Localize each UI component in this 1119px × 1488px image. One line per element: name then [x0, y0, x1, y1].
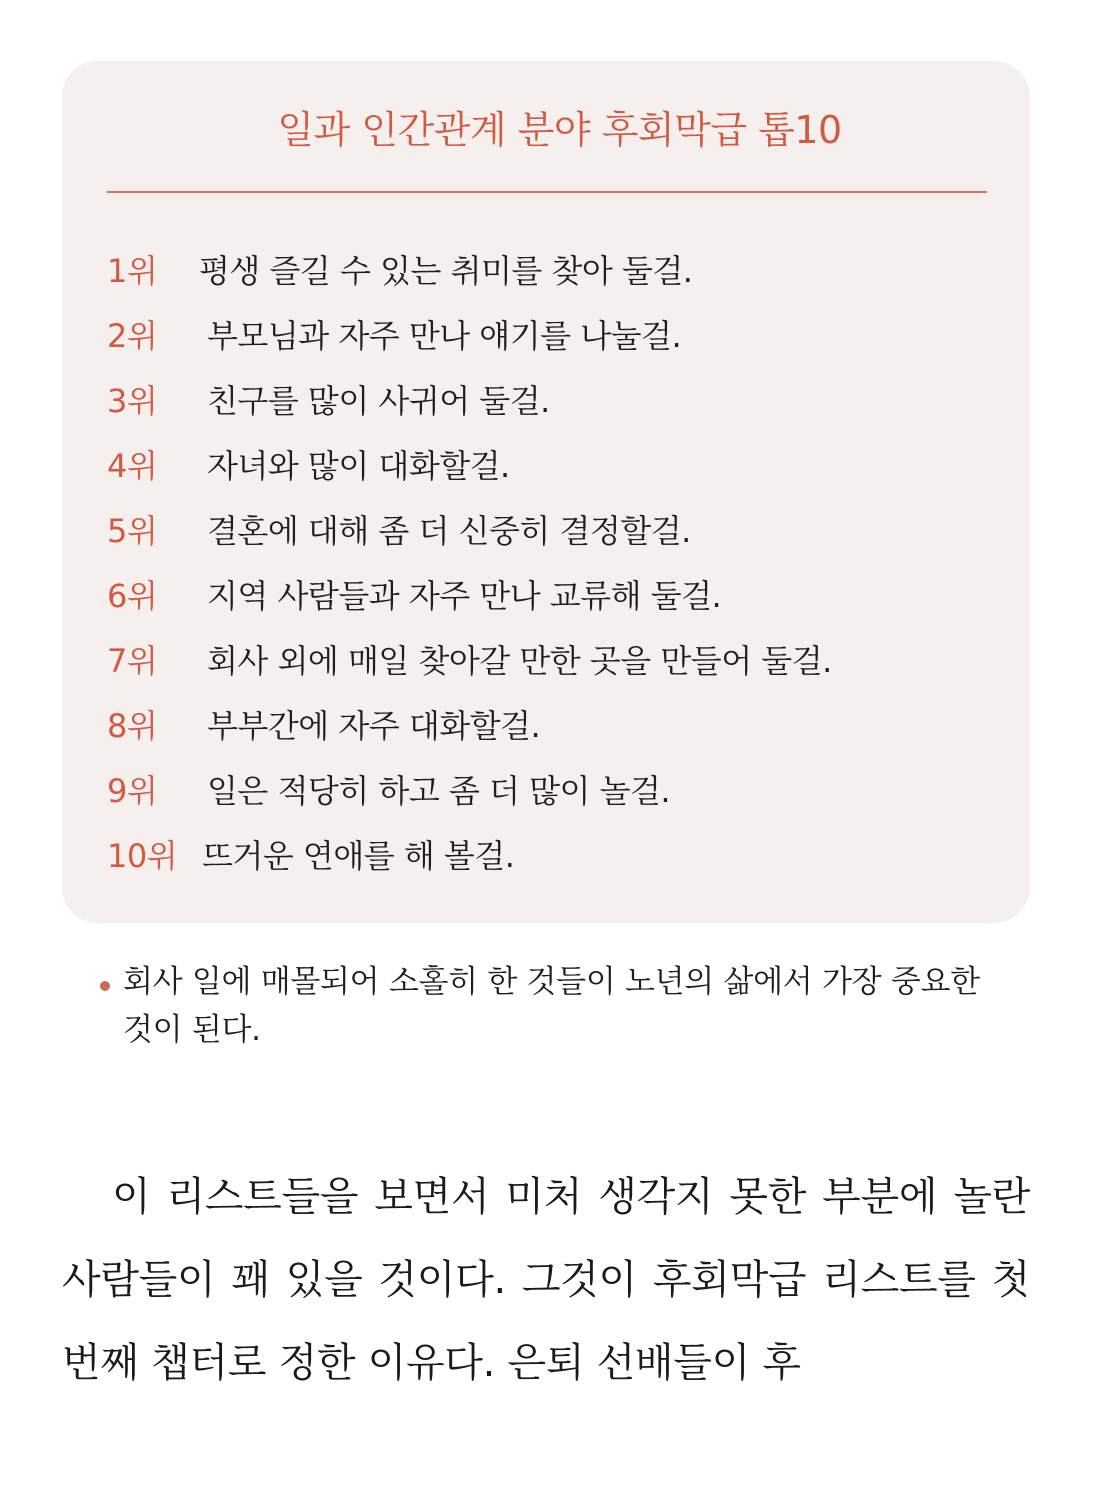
rank-text: 뜨거운 연애를 해 볼걸.: [202, 836, 515, 875]
rank-text: 자녀와 많이 대화할걸.: [207, 446, 510, 485]
title-divider: [107, 191, 987, 193]
list-item: [107, 821, 832, 886]
rank-list: [107, 236, 832, 886]
body-paragraph: 이 리스트들을 보면서 미처 생각지 못한 부분에 놀란 사람들이 꽤 있을 것이다. 그것이 후회막급 리스트를 첫 번째 챕터로 정한 이유다. 은퇴 선배들이 후: [62, 1174, 1030, 1386]
rank-label: 8위: [107, 706, 158, 745]
rank-text: 지역 사람들과 자주 만나 교류해 둘걸.: [207, 576, 722, 615]
rank-text: 부부간에 자주 대화할걸.: [207, 706, 541, 745]
list-item: [107, 626, 832, 691]
caption-text: 회사 일에 매몰되어 소홀히 한 것들이 노년의 삶에서 가장 중요한 것이 된다.: [123, 964, 980, 1048]
rank-label: 1위: [107, 251, 158, 290]
rank-text: 일은 적당히 하고 좀 더 많이 놀걸.: [207, 771, 671, 810]
list-item: [107, 301, 832, 366]
rank-label: 10위: [107, 836, 178, 875]
rank-text: 결혼에 대해 좀 더 신중히 결정할걸.: [207, 511, 691, 550]
list-item: [107, 496, 832, 561]
rank-text: 친구를 많이 사귀어 둘걸.: [207, 381, 550, 420]
rank-text: 평생 즐길 수 있는 취미를 찾아 둘걸.: [199, 251, 693, 290]
rank-label: 9위: [107, 771, 158, 810]
rank-label: 2위: [107, 316, 158, 355]
rank-text: 부모님과 자주 만나 얘기를 나눌걸.: [207, 316, 682, 355]
rank-label: 6위: [107, 576, 158, 615]
rank-text: 회사 외에 매일 찾아갈 만한 곳을 만들어 둘걸.: [207, 641, 832, 680]
card-title: 일과 인간관계 분야 후회막급 톱10: [277, 108, 842, 152]
rank-label: 4위: [107, 446, 158, 485]
rank-label: 3위: [107, 381, 158, 420]
rank-label: 5위: [107, 511, 158, 550]
bullet-dot-icon: [100, 981, 110, 991]
list-item: [107, 691, 832, 756]
list-item: [107, 236, 832, 301]
list-item: [107, 431, 832, 496]
list-item: [107, 366, 832, 431]
caption-note: [100, 958, 1000, 1054]
list-item: [107, 756, 832, 821]
list-item: [107, 561, 832, 626]
rank-label: 7위: [107, 641, 158, 680]
